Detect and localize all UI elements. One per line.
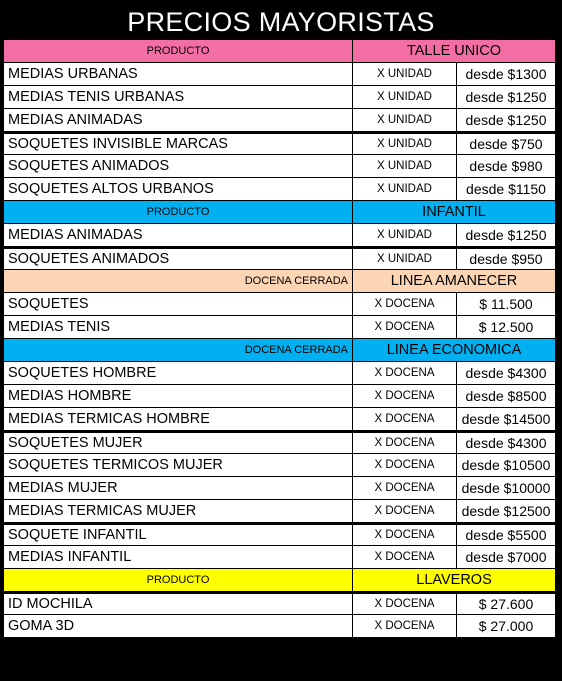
unit-type: X DOCENA xyxy=(353,454,457,476)
table-row xyxy=(4,293,555,316)
product-name: MEDIAS TERMICAS MUJER xyxy=(4,500,353,522)
product-name: MEDIAS TENIS xyxy=(4,316,353,338)
section-header-label: DOCENA CERRADA xyxy=(4,270,353,292)
unit-type: X DOCENA xyxy=(353,500,457,522)
section-header xyxy=(4,40,555,63)
product-name: MEDIAS TENIS URBANAS xyxy=(4,86,353,108)
table-row xyxy=(4,431,555,454)
unit-type: X UNIDAD xyxy=(353,155,457,177)
unit-type: X UNIDAD xyxy=(353,63,457,85)
section-header xyxy=(4,270,555,293)
price: $ 27.600 xyxy=(478,596,534,612)
table-row xyxy=(4,155,555,178)
table-row xyxy=(4,86,555,109)
product-name: MEDIAS URBANAS xyxy=(4,63,353,85)
unit-type: X DOCENA xyxy=(353,385,457,407)
unit-type: X DOCENA xyxy=(353,525,457,545)
product-name: SOQUETE INFANTIL xyxy=(4,525,353,545)
price: $ 11.500 xyxy=(479,296,533,312)
price: desde $1150 xyxy=(466,181,546,197)
product-name: MEDIAS TERMICAS HOMBRE xyxy=(4,408,353,430)
price: desde $950 xyxy=(469,251,543,267)
unit-type: X DOCENA xyxy=(353,293,457,315)
price-table xyxy=(4,40,555,638)
table-row xyxy=(4,523,555,546)
table-row xyxy=(4,408,555,431)
section-header-label: PRODUCTO xyxy=(4,40,353,62)
price: desde $14500 xyxy=(461,411,551,427)
unit-type: X UNIDAD xyxy=(353,178,457,200)
unit-type: X DOCENA xyxy=(353,408,457,430)
price: desde $750 xyxy=(469,136,543,152)
unit-type: X UNIDAD xyxy=(353,86,457,108)
price: desde $8500 xyxy=(465,388,547,404)
section-header-label: PRODUCTO xyxy=(4,201,353,223)
table-row xyxy=(4,546,555,569)
product-name: MEDIAS MUJER xyxy=(4,477,353,499)
table-row xyxy=(4,224,555,247)
section-category-title: LLAVEROS xyxy=(416,572,492,588)
section-header xyxy=(4,339,555,362)
table-row xyxy=(4,316,555,339)
price: $ 12.500 xyxy=(478,319,534,335)
product-name: SOQUETES xyxy=(4,293,353,315)
section-category-title: LINEA ECONOMICA xyxy=(386,342,522,358)
unit-type: X DOCENA xyxy=(353,615,457,637)
section-category-title: INFANTIL xyxy=(422,204,486,220)
unit-type: X DOCENA xyxy=(353,594,457,614)
section-header-label: DOCENA CERRADA xyxy=(4,339,353,361)
product-name: SOQUETES HOMBRE xyxy=(4,362,353,384)
product-name: MEDIAS INFANTIL xyxy=(4,546,353,568)
table-row xyxy=(4,132,555,155)
product-name: SOQUETES MUJER xyxy=(4,433,353,453)
unit-type: X UNIDAD xyxy=(353,134,457,154)
section-header xyxy=(4,201,555,224)
product-name: SOQUETES TERMICOS MUJER xyxy=(4,454,353,476)
price: desde $4300 xyxy=(465,435,547,451)
unit-type: X DOCENA xyxy=(353,477,457,499)
product-name: SOQUETES INVISIBLE MARCAS xyxy=(4,134,353,154)
product-name: GOMA 3D xyxy=(4,615,353,637)
price: desde $980 xyxy=(469,158,543,174)
price: desde $10000 xyxy=(461,480,551,496)
unit-type: X DOCENA xyxy=(353,316,457,338)
table-row xyxy=(4,500,555,523)
product-name: SOQUETES ANIMADOS xyxy=(4,155,353,177)
product-name: ID MOCHILA xyxy=(4,594,353,614)
table-row xyxy=(4,109,555,132)
unit-type: X DOCENA xyxy=(353,362,457,384)
unit-type: X DOCENA xyxy=(353,433,457,453)
table-row xyxy=(4,477,555,500)
product-name: SOQUETES ALTOS URBANOS xyxy=(4,178,353,200)
price: desde $5500 xyxy=(465,527,547,543)
product-name: MEDIAS ANIMADAS xyxy=(4,109,353,131)
price: desde $4300 xyxy=(465,365,547,381)
price: desde $1250 xyxy=(465,89,547,105)
price: desde $7000 xyxy=(465,549,547,565)
table-row xyxy=(4,63,555,86)
table-row xyxy=(4,592,555,615)
unit-type: X UNIDAD xyxy=(353,109,457,131)
price: desde $1300 xyxy=(465,66,547,82)
product-name: MEDIAS ANIMADAS xyxy=(4,224,353,246)
table-row xyxy=(4,178,555,201)
section-category-title: LINEA AMANECER xyxy=(390,273,518,289)
unit-type: X DOCENA xyxy=(353,546,457,568)
page-title: PRECIOS MAYORISTAS xyxy=(127,7,435,37)
table-row xyxy=(4,615,555,638)
table-row xyxy=(4,454,555,477)
section-header-label: PRODUCTO xyxy=(4,569,353,591)
price: desde $12500 xyxy=(461,503,551,519)
section-category-title: TALLE UNICO xyxy=(406,43,501,59)
price: desde $1250 xyxy=(465,227,547,243)
table-row xyxy=(4,362,555,385)
product-name: SOQUETES ANIMADOS xyxy=(4,249,353,269)
table-row xyxy=(4,385,555,408)
unit-type: X UNIDAD xyxy=(353,224,457,246)
table-row xyxy=(4,247,555,270)
price: $ 27.000 xyxy=(478,618,534,634)
unit-type: X UNIDAD xyxy=(353,249,457,269)
section-header xyxy=(4,569,555,592)
price: desde $10500 xyxy=(461,457,551,473)
price: desde $1250 xyxy=(465,112,547,128)
product-name: MEDIAS HOMBRE xyxy=(4,385,353,407)
